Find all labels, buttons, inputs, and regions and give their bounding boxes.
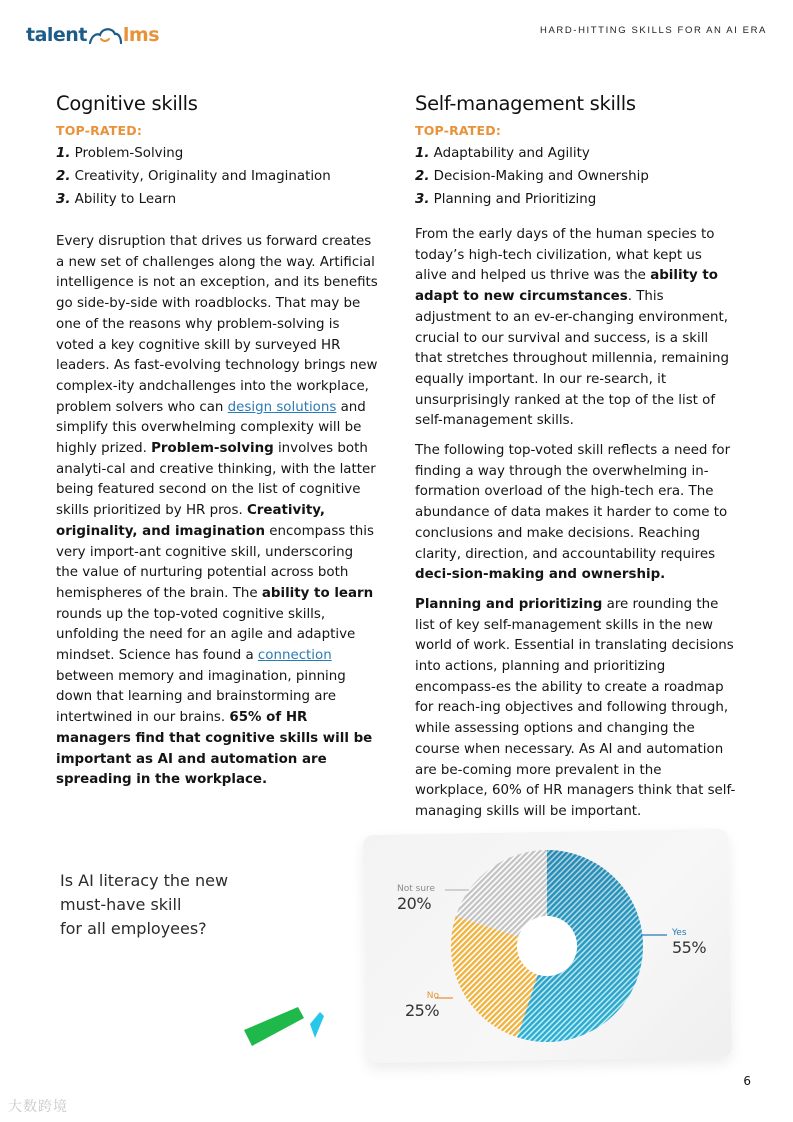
top-rated-list — [56, 142, 378, 211]
list-label: Problem-Solving — [74, 146, 184, 161]
text-run: and simplify this overwhelming complexity will be highly prized. — [56, 399, 366, 457]
legend-value: 25% — [405, 1001, 440, 1020]
watermark: 大数跨境 — [8, 1099, 68, 1115]
text-run: between memory and imagination, pinning down that learning and brainstorming are intertwined in our brains. — [56, 668, 346, 726]
self-management-skills-section — [415, 92, 737, 823]
logo-text-talent: talent — [26, 24, 87, 46]
design-solutions-link[interactable]: design solutions — [227, 399, 337, 415]
bold-text: deci-sion-making and ownership. — [415, 567, 666, 583]
green-shape-decoration — [240, 1000, 340, 1052]
legend-value: 55% — [672, 938, 707, 957]
text-run: From the early days of the human species to today’s high-tech civilization, what kept us alive and helped us thrive was the — [415, 227, 715, 284]
bold-text: ability to adapt to new circumstances — [415, 268, 718, 305]
legend-name: Not sure — [397, 884, 436, 894]
running-head: HARD-HITTING SKILLS FOR AN AI ERA — [539, 25, 767, 36]
section-title: Self-management skills — [415, 92, 636, 115]
label-not-sure — [397, 884, 435, 913]
text-run: involves both analyti-cal and creative thinking, with the latter being featured second on the list of cognitive skills prioritized by HR pros. — [56, 441, 376, 519]
cloud-icon — [88, 25, 122, 45]
bold-text: ability to learn — [261, 585, 374, 601]
label-no — [405, 991, 439, 1020]
list-label: Ability to Learn — [74, 192, 177, 207]
list-item — [56, 165, 378, 188]
body-paragraph — [415, 441, 737, 586]
list-number: 3. — [415, 192, 430, 207]
body-paragraph — [415, 225, 737, 432]
text-run: encompass this very import-ant cognitive skill, underscoring the value of nurturing potential across both hemispheres of the brain. The — [56, 523, 374, 601]
text-run: . This adjustment to an ev-er-changing environment, crucial to our survival and success, is a skill that stretches throughout millennia, remaining equally important. In our re-search, it unsurprisingly ranked at the top of the list of self-management skills. — [415, 289, 729, 429]
legend-name: No — [426, 991, 439, 1001]
question-line: must-have skill — [60, 895, 182, 914]
list-number: 2. — [56, 169, 71, 184]
text-run: rounds up the top-voted cognitive skills, unfolding the need for an agile and adaptive mindset. Science has found a — [56, 606, 356, 664]
text-run: Every disruption that drives us forward creates a new set of challenges along the way. Artificial intelligence is not an exception, and its benefits go side-by-side with roadblocks. That may be one of the reasons why problem-solving is voted a key cognitive skill by surveyed HR leaders. As fast-evolving technology brings new complex-ity andchallenges into the workplace, problem solvers who can — [56, 234, 378, 415]
top-rated-label: TOP-RATED: — [56, 123, 143, 138]
bold-text: Planning and prioritizing — [415, 596, 603, 612]
list-number: 1. — [56, 146, 71, 161]
list-number: 3. — [56, 192, 71, 207]
list-label: Planning and Prioritizing — [433, 192, 597, 207]
list-label: Creativity, Originality and Imagination — [74, 169, 331, 184]
chart-question — [60, 869, 228, 941]
list-item — [415, 142, 737, 165]
list-item — [415, 165, 737, 188]
body-paragraph — [415, 595, 737, 823]
top-rated-label: TOP-RATED: — [415, 123, 502, 138]
list-number: 1. — [415, 146, 430, 161]
list-item — [56, 188, 378, 211]
section-title: Cognitive skills — [56, 92, 198, 115]
legend-value: 20% — [397, 894, 432, 913]
page-number: 6 — [743, 1074, 751, 1088]
talentlms-logo — [26, 24, 159, 46]
list-label: Adaptability and Agility — [433, 146, 590, 161]
question-line: for all employees? — [60, 919, 207, 938]
list-item — [56, 142, 378, 165]
connection-link[interactable]: connection — [257, 648, 332, 664]
bold-text: 65% of HR managers find that cognitive skills will be important as AI and automation are spreading in the workplace. — [56, 710, 373, 788]
body-paragraph — [56, 232, 378, 791]
text-run: The following top-voted skill reflects a need for finding a way through the overwhelming in-formation overload of the high-tech era. The abundance of data makes it harder to come to conclusions and make decisions. Reaching clarity, direction, and accountability requires — [415, 443, 731, 562]
legend-name: Yes — [672, 928, 687, 938]
donut-hole — [517, 916, 577, 976]
label-yes — [672, 928, 706, 957]
list-number: 2. — [415, 169, 430, 184]
logo-text-lms: lms — [122, 24, 160, 46]
question-line: Is AI literacy the new — [60, 871, 229, 890]
bold-text: Creativity, originality, and imagination — [56, 503, 326, 539]
text-run: are rounding the list of key self-management skills in the new world of work. Essential in translating decisions into actions, planning and prioritizing encompass-es the ability to create a roadmap for reach-ing objectives and following through, while assessing options and changing the course when necessary. As AI and automation are be-coming more prevalent in the workplace, 60% of HR managers think that self-managing skills will be important. — [415, 596, 736, 819]
cognitive-skills-section — [56, 92, 378, 791]
bold-text: Problem-solving — [151, 441, 274, 457]
list-item — [415, 188, 737, 211]
top-rated-list — [415, 142, 737, 211]
list-label: Decision-Making and Ownership — [433, 169, 649, 184]
